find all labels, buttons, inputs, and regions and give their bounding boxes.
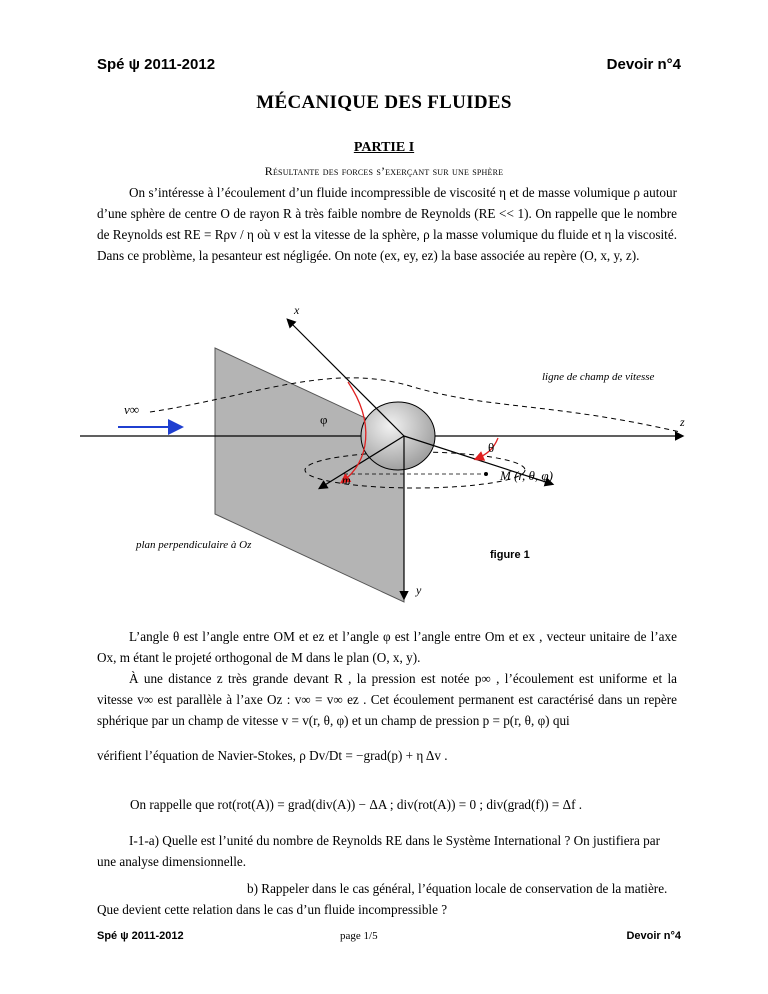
question-1a: I-1-a) Quelle est l’unité du nombre de Reynolds RE dans le Système International ? On justifiera par une analyse dimensionnelle. [97,833,661,869]
sphere [361,402,435,470]
header-right: Devoir n°4 [606,56,681,73]
label-phi: φ [320,412,328,427]
label-y: y [416,583,422,597]
label-z: z [680,415,685,429]
footer-page-number: page 1/5 [340,930,378,942]
navier-stokes-equation: vérifient l’équation de Navier-Stokes, ρ Dv/Dt = −grad(p) + η Δv . [97,748,448,763]
intro-paragraph: On s’intéresse à l’écoulement d’un fluide incompressible de viscosité η et de masse volumique ρ autour d’une sphère de centre O de rayon R à très faible nombre de Reynolds (RE << 1). On rappelle que le nombre de Reynolds est RE = Rρv / η où v est la vitesse de la sphère, ρ la masse volumique du fluide et η la viscosité. Dans ce problème, la pesanteur est négligée. On note (ex, ey, ez) la base associée au repère (O, x, y, z). [97,185,677,263]
label-theta: θ [488,440,495,455]
page-title: MÉCANIQUE DES FLUIDES [256,92,512,113]
flow-paragraph: À une distance z très grande devant R , la pression est notée p∞ , l’écoulement est uniforme et la vitesse v∞ est parallèle à l’axe Oz : v∞ = v∞ ez . Cet écoulement permanent est caractérisé dans un repère sphérique par un champ de vitesse v = v(r, θ, φ) et un champ de pression p = p(r, θ, φ) qui [97,671,677,728]
label-v-infinity: v∞ [124,402,140,417]
label-m: m [342,473,351,487]
label-x: x [294,303,300,317]
angles-paragraph: L’angle θ est l’angle entre OM et ez et l’angle φ est l’angle entre Om et ex , vecteur unitaire de l’axe Ox, m étant le projeté orthogonal de M dans le plan (O, x, y). [97,629,677,665]
label-streamline: ligne de champ de vitesse [542,371,655,383]
figure-1 [80,302,690,608]
label-M: M (r, θ, φ) [500,468,553,483]
question-1b: b) Rappeler dans le cas général, l’équation locale de conservation de la matière. Que devient cette relation dans le cas d’un fluide incompressible ? [97,881,668,917]
footer-left: Spé ψ 2011-2012 [97,930,184,942]
section-subtitle: Résultante des forces s’exerçant sur une sphère [264,164,504,178]
header-left: Spé ψ 2011-2012 [97,56,216,73]
label-plane: plan perpendiculaire à Oz [136,539,252,551]
vector-identities: On rappelle que rot(rot(A)) = grad(div(A)) − ΔA ; div(rot(A)) = 0 ; div(grad(f)) = Δf . [130,797,583,812]
footer-right: Devoir n°4 [626,930,681,942]
part-heading: PARTIE I [353,140,415,155]
figure-caption: figure 1 [490,549,530,561]
